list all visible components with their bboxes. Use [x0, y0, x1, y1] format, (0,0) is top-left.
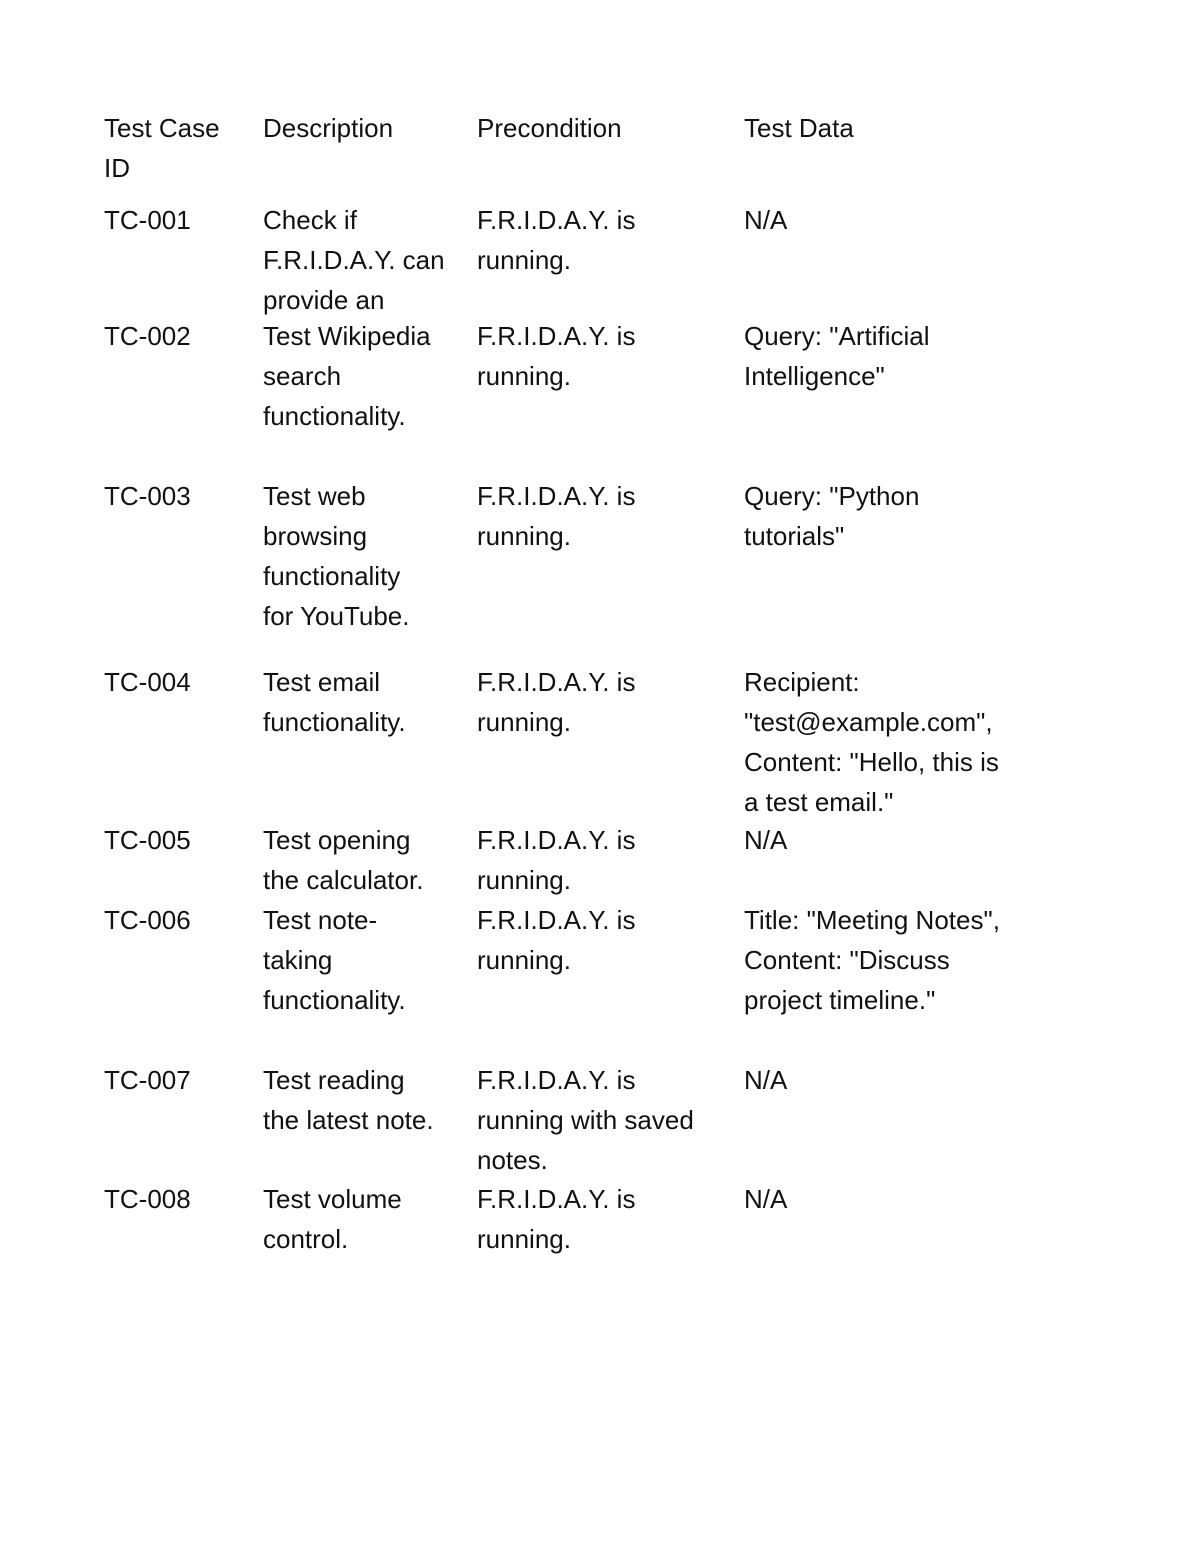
row-1-test-data: N/A	[744, 205, 788, 235]
row-6-precondition: F.R.I.D.A.Y. is running.	[477, 905, 636, 975]
row-5-description: Test opening the calculator.	[263, 825, 424, 895]
row-1-precondition: F.R.I.D.A.Y. is running.	[477, 205, 636, 275]
row-4-description: Test email functionality.	[263, 667, 406, 737]
row-2-test-data: Query: "Artificial Intelligence"	[744, 321, 930, 391]
row-2-precondition: F.R.I.D.A.Y. is running.	[477, 321, 636, 391]
row-7-precondition: F.R.I.D.A.Y. is running with saved notes.	[477, 1065, 694, 1175]
row-6-id: TC-006	[104, 905, 191, 935]
row-6-test-data: Title: "Meeting Notes", Content: "Discuss project timeline."	[744, 905, 1000, 1015]
row-8-test-data: N/A	[744, 1184, 788, 1214]
row-8-precondition: F.R.I.D.A.Y. is running.	[477, 1184, 636, 1254]
row-4-precondition: F.R.I.D.A.Y. is running.	[477, 667, 636, 737]
row-5-test-data: N/A	[744, 825, 788, 855]
row-6-description: Test note- taking functionality.	[263, 905, 406, 1015]
row-3-description: Test web browsing functionality for YouTube.	[263, 481, 410, 631]
row-5-precondition: F.R.I.D.A.Y. is running.	[477, 825, 636, 895]
header-test-case-id: Test Case ID	[104, 113, 220, 183]
row-4-id: TC-004	[104, 667, 191, 697]
row-4-test-data: Recipient: "test@example.com", Content: "Hello, this is a test email."	[744, 667, 999, 817]
header-precondition: Precondition	[477, 113, 622, 143]
row-7-test-data: N/A	[744, 1065, 788, 1095]
header-description: Description	[263, 113, 394, 143]
row-7-description: Test reading the latest note.	[263, 1065, 434, 1135]
header-test-data: Test Data	[744, 113, 854, 143]
row-8-description: Test volume control.	[263, 1184, 402, 1254]
row-2-id: TC-002	[104, 321, 191, 351]
row-5-id: TC-005	[104, 825, 191, 855]
row-1-description: Check if F.R.I.D.A.Y. can provide an	[263, 205, 445, 315]
row-7-id: TC-007	[104, 1065, 191, 1095]
row-2-description: Test Wikipedia search functionality.	[263, 321, 431, 431]
row-3-test-data: Query: "Python tutorials"	[744, 481, 920, 551]
row-3-precondition: F.R.I.D.A.Y. is running.	[477, 481, 636, 551]
row-3-id: TC-003	[104, 481, 191, 511]
row-8-id: TC-008	[104, 1184, 191, 1214]
row-1-id: TC-001	[104, 205, 191, 235]
